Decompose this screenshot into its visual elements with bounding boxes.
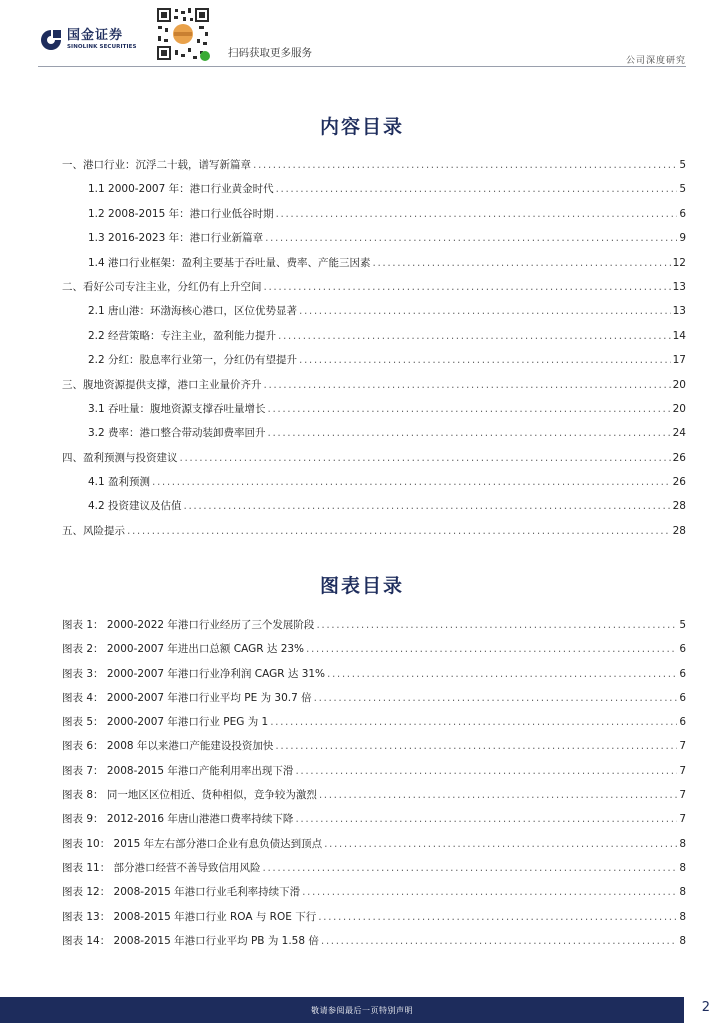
figures-entry-label: 图表 9： 2012-2016 年唐山港港口费率持续下降	[62, 813, 294, 826]
dot-leader	[316, 613, 677, 637]
figures-entry[interactable]	[62, 613, 686, 637]
sinolink-logo	[40, 28, 137, 51]
contents-entry[interactable]	[62, 446, 686, 470]
contents-list	[62, 153, 686, 543]
contents-entry[interactable]	[62, 373, 686, 397]
contents-entry[interactable]	[62, 519, 686, 543]
figures-entry-label: 图表 7： 2008-2015 年港口产能利用率出现下滑	[62, 764, 294, 777]
contents-entry-page: 17	[672, 354, 686, 367]
dot-leader	[127, 519, 671, 543]
document-type-label: 公司深度研究	[625, 56, 686, 66]
contents-entry-page: 28	[672, 500, 686, 513]
contents-entry-page: 5	[679, 183, 686, 196]
dot-leader	[327, 662, 677, 686]
dot-leader	[184, 494, 671, 518]
dot-leader	[324, 832, 677, 856]
contents-title: 内容目录	[319, 116, 404, 138]
figures-entry-label: 图表 12： 2008-2015 年港口行业毛利率持续下滑	[62, 886, 301, 899]
footer-bar	[0, 997, 684, 1023]
contents-entry-page: 5	[679, 159, 686, 171]
dot-leader	[302, 880, 677, 904]
dot-leader	[275, 734, 677, 758]
figures-entry[interactable]	[62, 856, 686, 880]
figures-entry-label: 图表 5： 2000-2007 年港口行业 PEG 为 1	[62, 716, 269, 729]
contents-entry[interactable]	[62, 226, 686, 250]
dot-leader	[264, 373, 671, 397]
figures-entry-page: 6	[679, 643, 686, 656]
contents-entry-page: 26	[672, 451, 686, 464]
figures-entry[interactable]	[62, 880, 686, 904]
dot-leader	[264, 275, 671, 299]
dot-leader	[265, 226, 677, 250]
sinolink-logo-icon	[40, 29, 62, 51]
contents-entry-label: 3.2 费率：港口整合带动装卸费率回升	[88, 427, 266, 440]
contents-entry-label: 3.1 吞吐量：腹地资源支撑吞吐量增长	[88, 402, 266, 415]
contents-entry[interactable]	[62, 421, 686, 445]
figures-entry-label: 图表 6： 2008 年以来港口产能建设投资加快	[62, 740, 274, 753]
dot-leader	[270, 710, 677, 734]
contents-entry-label: 五、风险提示	[62, 524, 125, 537]
page-header	[0, 0, 724, 68]
figures-entry[interactable]	[62, 929, 686, 953]
contents-entry[interactable]	[62, 299, 686, 323]
figures-entry-label: 图表 14： 2008-2015 年港口行业平均 PB 为 1.58 倍	[62, 934, 319, 947]
contents-entry[interactable]	[62, 324, 686, 348]
footer-disclaimer: 敬请参阅最后一页特别声明	[311, 1005, 413, 1015]
contents-entry[interactable]	[62, 202, 686, 226]
figures-entry-label: 图表 13： 2008-2015 年港口行业 ROA 与 ROE 下行	[62, 910, 317, 923]
figures-entry[interactable]	[62, 710, 686, 734]
contents-entry-label: 2.2 经营策略：专注主业，盈利能力提升	[88, 329, 277, 342]
dot-leader	[152, 470, 671, 494]
figures-entry-page: 6	[679, 691, 686, 704]
figures-entry-label: 图表 3： 2000-2007 年港口行业净利润 CAGR 达 31%	[62, 667, 326, 680]
contents-entry-page: 26	[672, 476, 686, 489]
contents-entry-label: 四、盈利预测与投资建议	[62, 451, 178, 464]
dot-leader	[253, 153, 677, 177]
qr-code[interactable]	[155, 6, 211, 62]
figures-entry-page: 8	[679, 886, 686, 899]
contents-entry[interactable]	[62, 348, 686, 372]
figures-entry[interactable]	[62, 662, 686, 686]
contents-entry-label: 2.1 唐山港：环渤海核心港口，区位优势显著	[88, 305, 298, 318]
dot-leader	[276, 202, 678, 226]
figures-list	[62, 613, 686, 953]
dot-leader	[306, 637, 677, 661]
figures-entry-page: 8	[679, 934, 686, 947]
contents-entry[interactable]	[62, 397, 686, 421]
figures-entry-page: 8	[679, 910, 686, 923]
contents-entry-page: 20	[672, 378, 686, 391]
contents-entry-label: 一、港口行业：沉浮二十载，谱写新篇章	[62, 159, 251, 171]
contents-entry-label: 4.2 投资建议及估值	[88, 500, 182, 513]
figures-entry-label: 图表 8： 同一地区区位相近、货种相似，竞争较为激烈	[62, 789, 317, 802]
header-divider	[38, 66, 686, 67]
contents-entry-label: 4.1 盈利预测	[88, 476, 151, 489]
dot-leader	[321, 929, 677, 953]
figures-entry-label: 图表 4： 2000-2007 年港口行业平均 PE 为 30.7 倍	[62, 691, 312, 704]
figures-entry[interactable]	[62, 686, 686, 710]
contents-entry[interactable]	[62, 251, 686, 275]
contents-entry-page: 12	[672, 256, 686, 269]
figures-entry-label: 图表 1： 2000-2022 年港口行业经历了三个发展阶段	[62, 619, 315, 631]
contents-entry-page: 20	[672, 402, 686, 415]
contents-entry-label: 1.3 2016-2023 年：港口行业新篇章	[88, 232, 264, 245]
dot-leader	[278, 324, 671, 348]
contents-entry-page: 14	[672, 329, 686, 342]
figures-entry[interactable]	[62, 734, 686, 758]
figures-entry[interactable]	[62, 832, 686, 856]
contents-entry[interactable]	[62, 275, 686, 299]
dot-leader	[295, 807, 677, 831]
contents-entry-page: 13	[672, 305, 686, 318]
contents-entry-label: 2.2 分红：股息率行业第一，分红仍有望提升	[88, 354, 298, 367]
figures-title: 图表目录	[319, 575, 404, 597]
dot-leader	[314, 686, 678, 710]
dot-leader	[373, 251, 671, 275]
contents-entry[interactable]	[62, 177, 686, 201]
figures-entry[interactable]	[62, 905, 686, 929]
figures-entry-page: 8	[679, 837, 686, 850]
figures-entry-label: 图表 11： 部分港口经营不善导致信用风险	[62, 861, 261, 874]
dot-leader	[319, 783, 677, 807]
qr-caption: 扫码获取更多服务	[228, 47, 312, 59]
contents-entry-label: 三、腹地资源提供支撑，港口主业量价齐升	[62, 378, 262, 391]
contents-entry-label: 1.1 2000-2007 年：港口行业黄金时代	[88, 183, 274, 196]
contents-entry-page: 28	[672, 524, 686, 537]
dot-leader	[268, 397, 671, 421]
contents-entry-label: 1.2 2008-2015 年：港口行业低谷时期	[88, 207, 274, 220]
contents-entry-label: 1.4 港口行业框架：盈利主要基于吞吐量、费率、产能三因素	[88, 256, 371, 269]
dot-leader	[299, 299, 671, 323]
logo-chinese-name: 国金证券	[67, 28, 124, 43]
figures-entry-page: 6	[679, 667, 686, 680]
figures-entry-page: 7	[679, 740, 686, 753]
dot-leader	[268, 421, 671, 445]
dot-leader	[295, 759, 677, 783]
figures-entry[interactable]	[62, 807, 686, 831]
dot-leader	[318, 905, 677, 929]
figures-entry-page: 6	[679, 716, 686, 729]
dot-leader	[276, 177, 678, 201]
contents-entry-page: 13	[672, 280, 686, 293]
contents-entry[interactable]	[62, 470, 686, 494]
dot-leader	[180, 446, 671, 470]
figures-entry-page: 7	[679, 789, 686, 802]
figures-entry-label: 图表 10： 2015 年左右部分港口企业有息负债达到顶点	[62, 837, 323, 850]
contents-entry-page: 9	[679, 232, 686, 245]
page-number: 2	[701, 1000, 710, 1015]
contents-entry[interactable]	[62, 153, 686, 177]
dot-leader	[299, 348, 671, 372]
figures-entry[interactable]	[62, 637, 686, 661]
logo-english-name: SINOLINK SECURITIES	[67, 44, 137, 50]
figures-entry-page: 7	[679, 764, 686, 777]
contents-entry-label: 二、看好公司专注主业，分红仍有上升空间	[62, 280, 262, 293]
figures-entry-page: 7	[679, 813, 686, 826]
contents-entry-page: 6	[679, 207, 686, 220]
figures-entry-page: 8	[679, 861, 686, 874]
dot-leader	[263, 856, 678, 880]
figures-entry-label: 图表 2： 2000-2007 年进出口总额 CAGR 达 23%	[62, 643, 305, 656]
figures-entry-page: 5	[679, 619, 686, 631]
contents-entry-page: 24	[672, 427, 686, 440]
contents-entry[interactable]	[62, 494, 686, 518]
figures-entry[interactable]	[62, 759, 686, 783]
figures-entry[interactable]	[62, 783, 686, 807]
